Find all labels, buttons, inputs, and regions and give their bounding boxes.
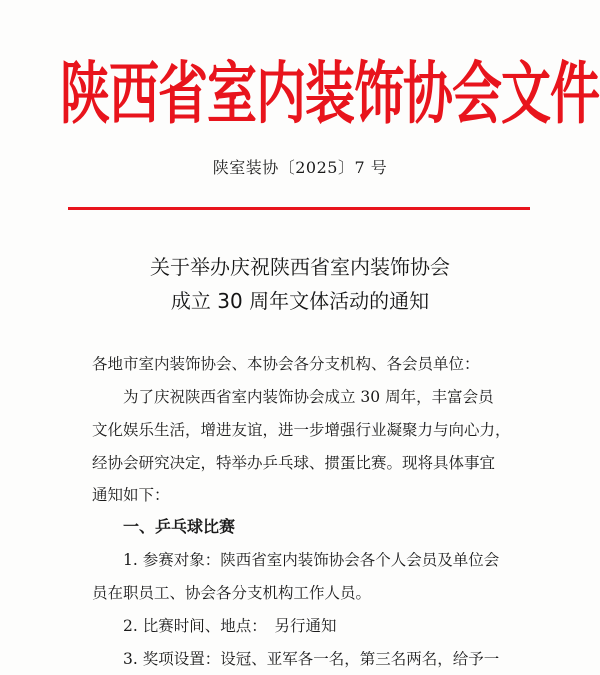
notice-title-line-2: 成立 30 周年文体活动的通知 xyxy=(170,289,430,313)
intro-line-2: 文化娱乐生活，增进友谊，进一步增强行业凝聚力与向心力， xyxy=(92,421,511,439)
intro-line-3: 经协会研究决定，特举办乒乓球、掼蛋比赛。现将具体事宜 xyxy=(92,454,496,472)
intro-line-1: 为了庆祝陕西省室内装饰协会成立 30 周年，丰富会员 xyxy=(123,388,494,406)
item-3: 3. 奖项设置：设冠、亚军各一名，第三名两名，给予一 xyxy=(123,650,500,668)
intro-line-4: 通知如下： xyxy=(92,486,170,504)
document-number: 陕室装协〔2025〕7 号 xyxy=(212,158,388,177)
item-1-line-2: 员在职员工、协会各分支机构工作人员。 xyxy=(92,584,372,602)
section-heading-table-tennis: 一、乒乓球比赛 xyxy=(123,517,236,536)
masthead-title: 陕西省室内装饰协会文件 xyxy=(60,54,599,134)
notice-title-line-1: 关于举办庆祝陕西省室内装饰协会 xyxy=(150,255,450,279)
item-1-line-1: 1. 参赛对象：陕西省室内装饰协会各个人会员及单位会 xyxy=(123,551,500,569)
red-divider-rule xyxy=(68,207,530,210)
item-2: 2. 比赛时间、地点： 另行通知 xyxy=(123,617,337,635)
salutation: 各地市室内装饰协会、本协会各分支机构、各会员单位： xyxy=(92,355,480,373)
